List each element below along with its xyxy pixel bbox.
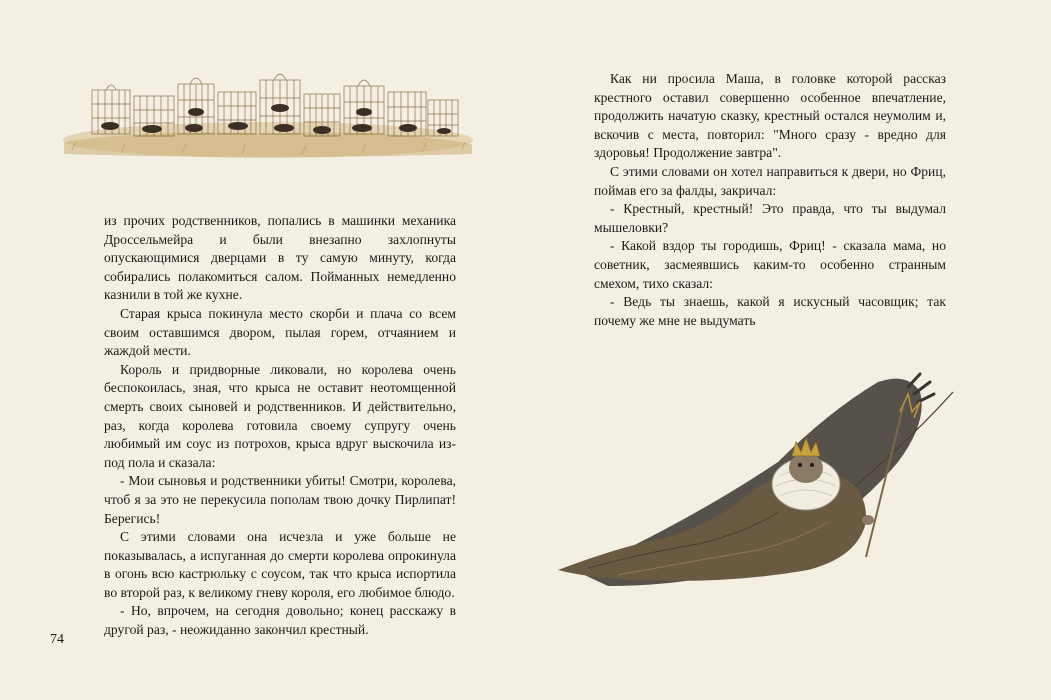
paragraph: - Какой вздор ты городишь, Фриц! - сказала мама, но советник, засмеявшись каким-то особенно странным смехом, тихо сказал: (594, 238, 946, 291)
paragraph: - Но, впрочем, на сегодня довольно; конец расскажу в другой раз, - неожиданно закончил крестный. (104, 603, 456, 638)
paragraph: - Ведь ты знаешь, какой я искусный часовщик; так почему же мне не выдумать (594, 294, 946, 328)
paragraph: С этими словами она исчезла и уже больше не показывалась, а испуганная до смерти королева опрокинула в огонь всю кастрюльку с соусом, так что крыса испортила во второй раз, к великому гневу короля, его любимое блюдо. (104, 529, 456, 600)
right-page (525, 0, 1051, 700)
left-page-text (104, 212, 456, 640)
paragraph: Как ни просила Маша, в головке которой рассказ крестного оставил совершенно особенное впечатление, продолжить начатую сказку, крестный остался неумолим и, вскочив с места, повторил: "Много сразу - вредно для здоровья! Продолжение завтра". (594, 71, 946, 161)
paragraph: - Крестный, крестный! Это правда, что ты выдумал мышеловки? (594, 201, 946, 235)
page-number: 74 (50, 632, 64, 647)
paragraph: - Мои сыновья и родственники убиты! Смотри, королева, чтоб я за это не перекусила пополам твою дочку Пирлипат! Берегись! (104, 473, 456, 526)
paragraph: Старая крыса покинула место скорби и плача со всем своим оставшимся двором, пылая горем, отчаянием и жаждой мести. (104, 305, 456, 359)
paragraph: С этими словами он хотел направиться к двери, но Фриц, поймав его за фалды, закричал: (594, 163, 946, 198)
rat-queen-illustration (548, 372, 958, 590)
paragraph: из прочих родственников, попались в машинки механика Дроссельмейра и были внезапно захлопнуты опускающимися дверцами в ту самую минуту, когда собирались полакомиться салом. Пойманных немедленно казнили в той же кухне. (104, 213, 456, 303)
paragraph: Король и придворные ликовали, но королева очень беспокоилась, зная, что крыса не оставит неотомщенной смерть своих сыновей и родственников. И действительно, раз, когда королева готовила своему супругу очень любимый им соус из потрохов, крыса вдруг выскочила из-под пола и сказала: (104, 361, 456, 470)
right-page-text (594, 70, 946, 330)
left-page (0, 0, 525, 700)
mousetrap-cages-illustration (62, 62, 474, 162)
